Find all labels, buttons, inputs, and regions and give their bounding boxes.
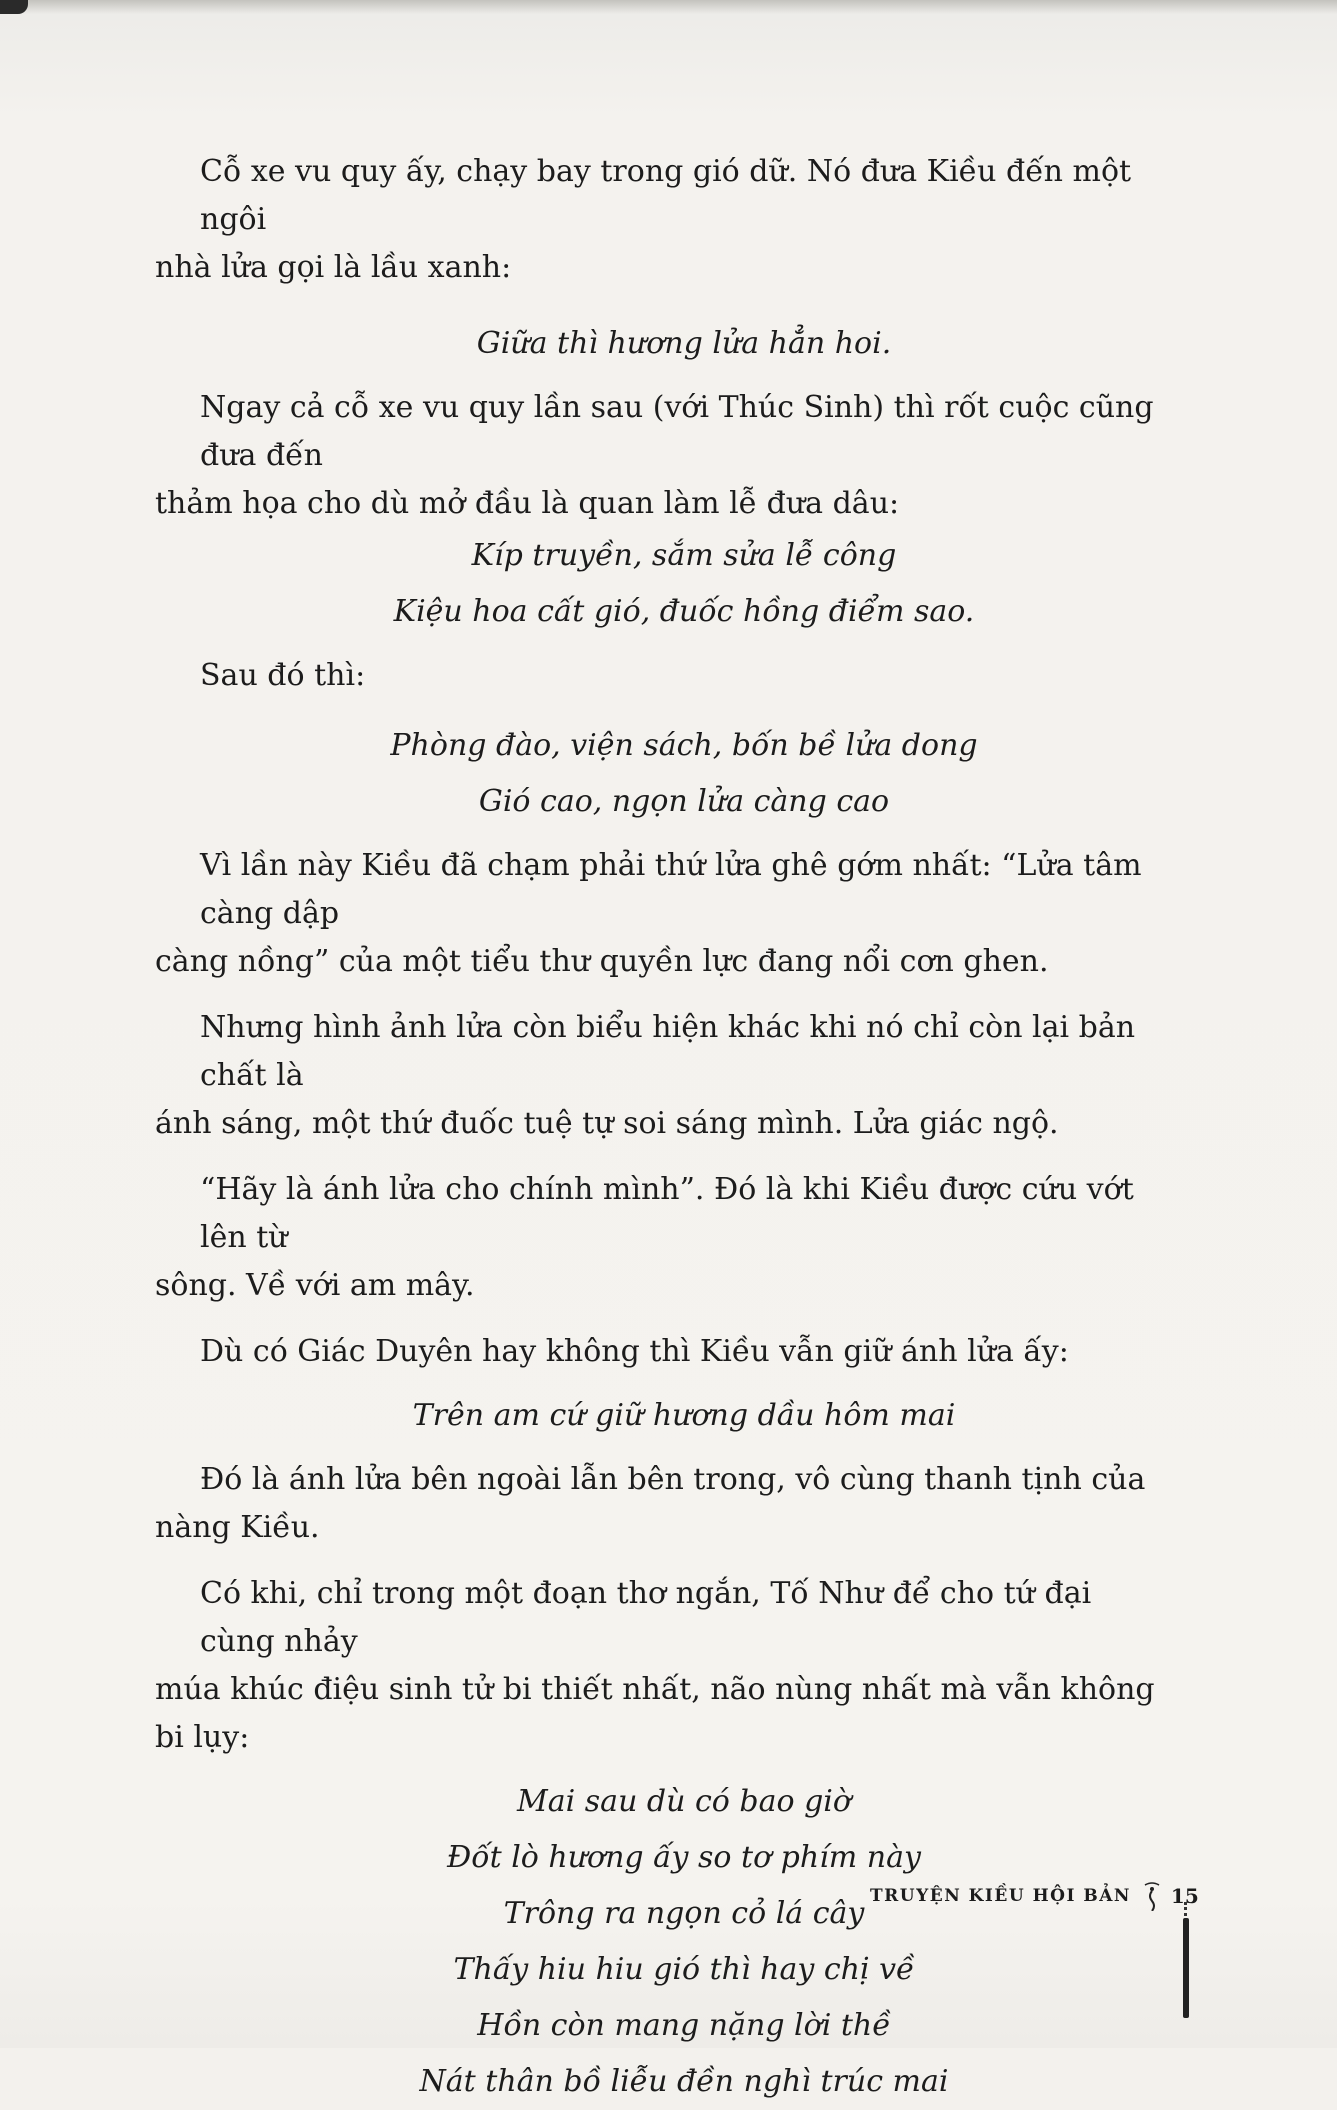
verse-line: Mai sau dù có bao giờ bbox=[517, 1784, 851, 1819]
paragraph-line: Có khi, chỉ trong một đoạn thơ ngắn, Tố Như để cho tứ đại cùng nhảy bbox=[200, 1576, 1092, 1659]
paragraph-line: Vì lần này Kiều đã chạm phải thứ lửa ghê gớm nhất: “Lửa tâm càng dập bbox=[200, 848, 1142, 931]
footer-rule-dots bbox=[1184, 1902, 1191, 1916]
verse-line: Giữa thì hương lửa hẳn hoi. bbox=[476, 326, 892, 361]
paragraph-line: nhà lửa gọi là lầu xanh: bbox=[155, 250, 512, 285]
verse-line: Đốt lò hương ấy so tơ phím này bbox=[447, 1840, 921, 1875]
paragraph-line: Đó là ánh lửa bên ngoài lẫn bên trong, vô cùng thanh tịnh của bbox=[200, 1462, 1146, 1497]
verse-line: Hồn còn mang nặng lời thề bbox=[477, 2008, 891, 2043]
corner-mark bbox=[0, 0, 28, 14]
verse-line: Kíp truyền, sắm sửa lễ công bbox=[471, 538, 897, 573]
paragraph-line: Ngay cả cỗ xe vu quy lần sau (với Thúc Sinh) thì rốt cuộc cũng đưa đến bbox=[200, 390, 1154, 473]
verse-line: Thấy hiu hiu gió thì hay chị về bbox=[453, 1952, 915, 1987]
footer-rule bbox=[1183, 1918, 1189, 2018]
ornament-icon bbox=[1143, 1881, 1161, 1911]
running-footer bbox=[870, 1876, 1199, 1916]
verse-line: Gió cao, ngọn lửa càng cao bbox=[478, 784, 890, 819]
page-body bbox=[155, 148, 1160, 2110]
paragraph-line: nàng Kiều. bbox=[155, 1510, 320, 1545]
paragraph-line: thảm họa cho dù mở đầu là quan làm lễ đưa dâu: bbox=[155, 486, 900, 521]
paragraph-line: Sau đó thì: bbox=[200, 658, 366, 693]
paragraph-line: sông. Về với am mây. bbox=[155, 1268, 475, 1303]
book-title: TRUYỆN KIỀU HỘI BẢN bbox=[870, 1886, 1131, 1906]
page-number: 15 bbox=[1170, 1884, 1199, 1908]
verse-line: Kiệu hoa cất gió, đuốc hồng điểm sao. bbox=[393, 594, 975, 629]
verse-line: Trông ra ngọn cỏ lá cây bbox=[503, 1896, 865, 1931]
paragraph-line: “Hãy là ánh lửa cho chính mình”. Đó là khi Kiều được cứu vớt lên từ bbox=[200, 1172, 1134, 1255]
verse-line: Phòng đào, viện sách, bốn bề lửa dong bbox=[390, 728, 978, 763]
paragraph-line: Nhưng hình ảnh lửa còn biểu hiện khác khi nó chỉ còn lại bản chất là bbox=[200, 1010, 1136, 1093]
paragraph-line: Dù có Giác Duyên hay không thì Kiều vẫn giữ ánh lửa ấy: bbox=[200, 1334, 1069, 1369]
paragraph-line: càng nồng” của một tiểu thư quyền lực đang nổi cơn ghen. bbox=[155, 944, 1049, 979]
verse-line: Trên am cứ giữ hương dầu hôm mai bbox=[412, 1398, 956, 1433]
paragraph-line: múa khúc điệu sinh tử bi thiết nhất, não nùng nhất mà vẫn không bi lụy: bbox=[155, 1672, 1155, 1755]
page-top-shadow bbox=[0, 0, 1337, 14]
paragraph-line: ánh sáng, một thứ đuốc tuệ tự soi sáng mình. Lửa giác ngộ. bbox=[155, 1106, 1059, 1141]
verse-line: Nát thân bồ liễu đền nghì trúc mai bbox=[419, 2064, 949, 2099]
paragraph-line: Cỗ xe vu quy ấy, chạy bay trong gió dữ. Nó đưa Kiều đến một ngôi bbox=[200, 154, 1132, 237]
